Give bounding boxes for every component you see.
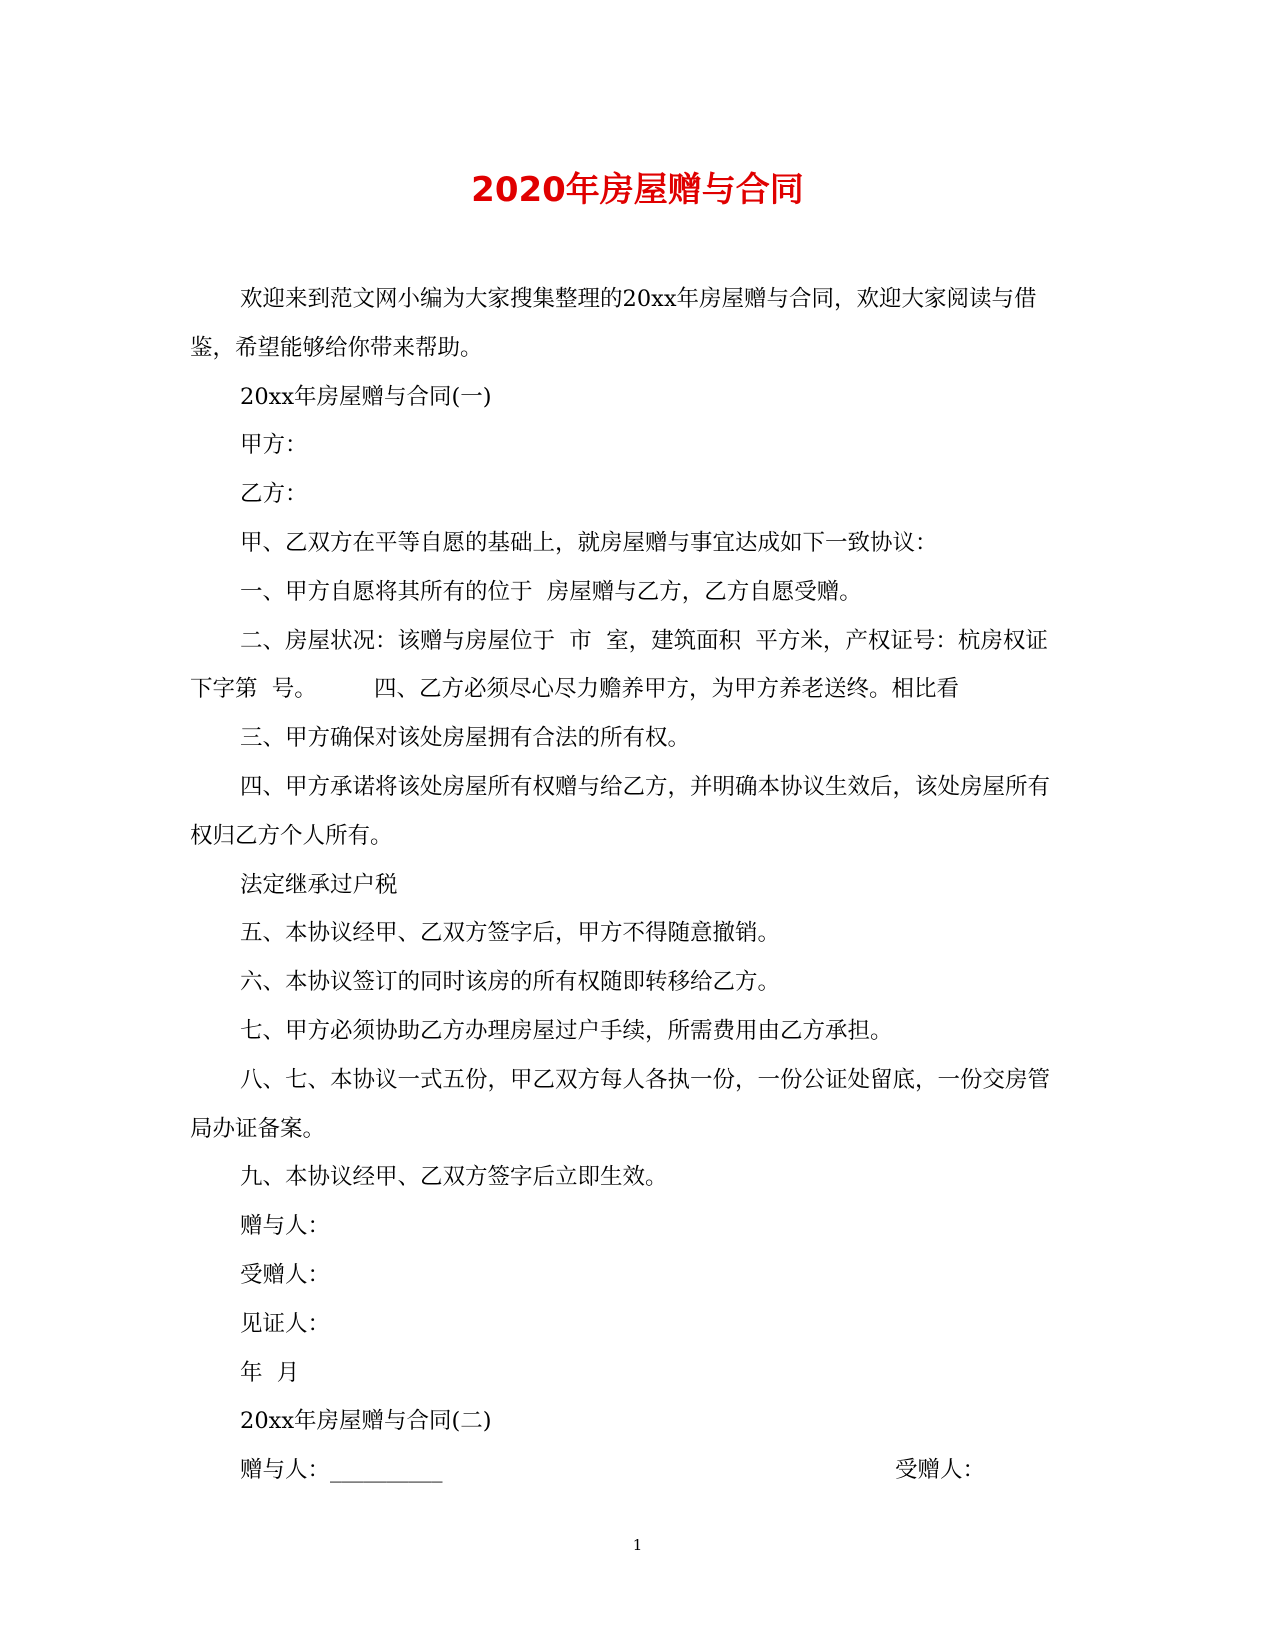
recipient-field: 受赠人：: [240, 1261, 331, 1288]
clause-four: 四、甲方承诺将该处房屋所有权赠与给乙方，并明确本协议生效后，该处房屋所有权归乙方个人所有。: [190, 773, 1051, 849]
party-a-field: 甲方：: [240, 432, 308, 459]
document-body: [190, 275, 1070, 1495]
clause-eight: 八、七、本协议一式五份，甲乙双方每人各执一份，一份公证处留底，一份交房管局办证备案。: [190, 1066, 1051, 1142]
signature-row: [190, 1446, 1070, 1495]
page-number: 1: [632, 1536, 643, 1554]
section-heading-two: 20xx年房屋赠与合同(二): [240, 1408, 492, 1435]
clause-seven: 七、甲方必须协助乙方办理房屋过户手续，所需费用由乙方承担。: [240, 1017, 893, 1044]
witness-field: 见证人：: [240, 1310, 331, 1337]
clause-five: 五、本协议经甲、乙双方签字后，甲方不得随意撤销。: [240, 920, 781, 947]
date-field: 年 月: [240, 1359, 300, 1386]
clause-nine: 九、本协议经甲、乙双方签字后立即生效。: [240, 1164, 668, 1191]
paragraph-agreement: 甲、乙双方在平等自愿的基础上，就房屋赠与事宜达成如下一致协议：: [240, 529, 938, 556]
section-heading-one: 20xx年房屋赠与合同(一): [240, 383, 492, 410]
paragraph-inheritance-tax: 法定继承过户税: [240, 871, 398, 898]
donor-field: 赠与人：: [240, 1213, 331, 1240]
clause-six: 六、本协议签订的同时该房的所有权随即转移给乙方。: [240, 969, 781, 996]
donor-signature-field: 赠与人：__________: [240, 1457, 443, 1484]
clause-three: 三、甲方确保对该处房屋拥有合法的所有权。: [240, 725, 691, 752]
paragraph-intro: 欢迎来到范文网小编为大家搜集整理的20xx年房屋赠与合同，欢迎大家阅读与借鉴，希望能够给你带来帮助。: [190, 286, 1037, 361]
clause-one: 一、甲方自愿将其所有的位于 房屋赠与乙方，乙方自愿受赠。: [240, 578, 862, 605]
party-b-field: 乙方：: [240, 481, 308, 508]
clause-two: 二、房屋状况：该赠与房屋位于 市 室，建筑面积 平方米，产权证号：杭房权证下字第 号。 四、乙方必须尽心尽力赡养甲方，为甲方养老送终。相比看: [190, 627, 1048, 703]
document-title: 2020年房屋赠与合同: [471, 170, 804, 210]
recipient-signature-field: 受赠人：: [895, 1457, 986, 1484]
